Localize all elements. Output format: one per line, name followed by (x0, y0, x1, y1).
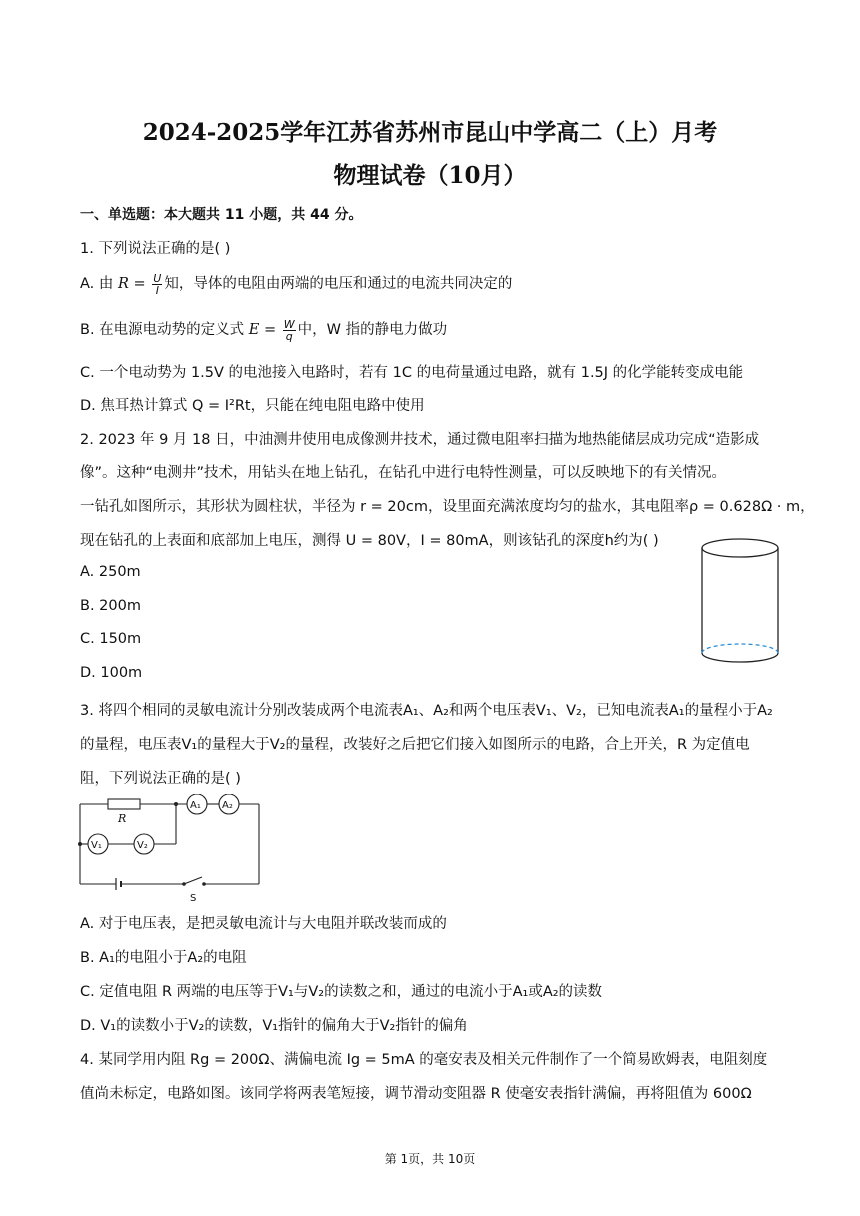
q1-a-frac-num: U (153, 271, 162, 285)
q3-line-2: 的量程，电压表V₁的量程大于V₂的量程，改装好之后把它们接入如图所示的电路，合上开关，R 为定值电 (80, 737, 750, 753)
q3-option-b: B. A₁的电阻小于A₂的电阻 (80, 950, 247, 966)
q1-stem: 1. 下列说法正确的是( ) (80, 241, 231, 257)
q1-b-prefix: B. 在电源电动势的定义式 (80, 322, 249, 338)
circuit-label-S: S (190, 893, 197, 904)
q1-a-fraction (152, 273, 162, 296)
q2-line-4: 现在钻孔的上表面和底部加上电压，测得 U = 80V，I = 80mA，则该钻孔的深度h约为( ) (80, 533, 659, 549)
circuit-label-A1: A₁ (190, 800, 201, 811)
q2-line-1: 2. 2023 年 9 月 18 日，中油测井使用电成像测井技术，通过微电阻率扫描为地热能储层成功完成“造影成 (80, 432, 760, 448)
q3-line-3: 阻，下列说法正确的是( ) (80, 771, 241, 787)
circuit-label-R: R (118, 812, 127, 825)
title-line-2: 物理试卷（10月） (333, 162, 527, 189)
q1-b-text: 中，W 指的静电力做功 (297, 322, 448, 338)
q2-option-b: B. 200m (80, 598, 141, 614)
circuit-diagram (74, 794, 266, 904)
resistor-R (108, 799, 140, 809)
q1-b-fraction (283, 319, 296, 342)
section-heading: 一、单选题：本大题共 11 小题，共 44 分。 (80, 207, 363, 223)
circuit-label-A2: A₂ (222, 800, 233, 811)
q1-option-d: D. 焦耳热计算式 Q = I²Rt，只能在纯电阻电路中使用 (80, 398, 425, 414)
q1-a-prefix: A. 由 (80, 276, 118, 292)
circuit-label-V2: V₂ (137, 840, 148, 851)
q1-option-b (80, 318, 447, 342)
title-line-1: 2024-2025学年江苏省苏州市昆山中学高二（上）月考 (142, 119, 718, 146)
q1-b-frac-den: q (285, 329, 293, 343)
q3-option-d: D. V₁的读数小于V₂的读数，V₁指针的偏角大于V₂指针的偏角 (80, 1018, 468, 1034)
q4-line-1: 4. 某同学用内阻 Rg = 200Ω、满偏电流 Ig = 5mA 的毫安表及相关元件制作了一个简易欧姆表，电阻刻度 (80, 1052, 768, 1068)
q2-line-3: 一钻孔如图所示，其形状为圆柱状，半径为 r = 20cm，设里面充满浓度均匀的盐水，其电阻率ρ = 0.628Ω · m， (80, 499, 815, 515)
q2-option-c: C. 150m (80, 631, 142, 647)
q3-line-1: 3. 将四个相同的灵敏电流计分别改装成两个电流表A₁、A₂和两个电压表V₁、V₂，已知电流表A₁的量程小于A₂ (80, 703, 773, 719)
page-footer: 第 1页，共 10页 (384, 1152, 476, 1166)
q2-option-d: D. 100m (80, 665, 143, 681)
q2-line-2: 像”。这种“电测井”技术，用钻头在地上钻孔，在钻孔中进行电特性测量，可以反映地下的有关情况。 (80, 465, 727, 481)
q1-a-text: 知，导体的电阻由两端的电压和通过的电流共同决定的 (164, 276, 513, 292)
circuit-label-V1: V₁ (91, 840, 102, 851)
q4-line-2: 值尚未标定，电路如图。该同学将两表笔短接，调节滑动变阻器 R 使毫安表指针满偏，再将阻值为 600Ω (80, 1086, 752, 1102)
q2-option-a: A. 250m (80, 564, 141, 580)
q3-option-a: A. 对于电压表，是把灵敏电流计与大电阻并联改装而成的 (80, 916, 447, 932)
borehole-cylinder-figure (696, 536, 788, 672)
q3-option-c: C. 定值电阻 R 两端的电压等于V₁与V₂的读数之和，通过的电流小于A₁或A₂的读数 (80, 984, 603, 1000)
q1-b-formula: E = (248, 322, 281, 338)
q1-b-frac-num: W (283, 317, 295, 331)
q1-option-c: C. 一个电动势为 1.5V 的电池接入电路时，若有 1C 的电荷量通过电路，就有 1.5J 的化学能转变成电能 (80, 365, 744, 381)
q1-option-a (80, 272, 512, 296)
q1-a-frac-den: I (155, 283, 159, 297)
q1-a-formula: R = (118, 276, 151, 292)
